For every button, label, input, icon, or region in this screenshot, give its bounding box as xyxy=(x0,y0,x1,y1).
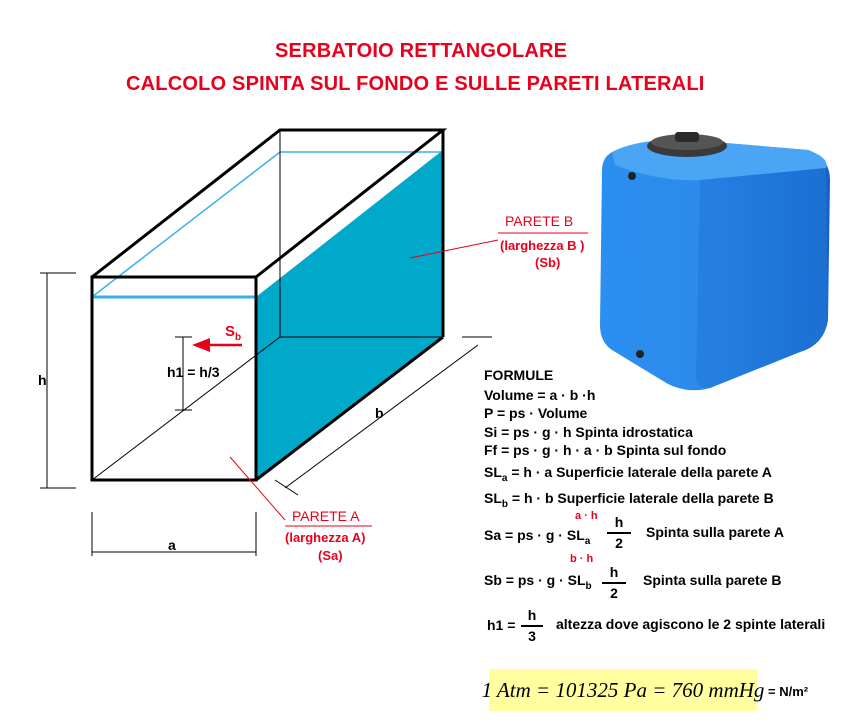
formula-sb-num: h xyxy=(609,564,619,580)
title-line-2: CALCOLO SPINTA SUL FONDO E SULLE PARETI LATERALI xyxy=(126,73,705,95)
formula-si: Si = ps · g · h Spinta idrostatica xyxy=(484,424,693,440)
parete-b-symbol: (Sb) xyxy=(535,255,561,270)
formula-peso: P = ps · Volume xyxy=(484,405,588,421)
formula-sla: $SL_a = h \cdot a$ Superficie laterale della parete A xyxy=(484,464,772,484)
label-h: h xyxy=(38,372,47,388)
formula-sa-over: a · h xyxy=(575,510,598,522)
label-b: b xyxy=(375,405,384,421)
formula-sb-bar xyxy=(602,582,626,584)
formula-sa-bar xyxy=(607,532,631,534)
formula-sa-desc: Spinta sulla parete A xyxy=(646,524,784,540)
parete-b-name: PARETE B xyxy=(505,213,574,229)
unit-note: = N/m² xyxy=(768,684,809,699)
title-line-1: SERBATOIO RETTANGOLARE xyxy=(275,40,568,62)
atm-equivalence: 1 Atm = 101325 Pa = 760 mmHg xyxy=(489,669,757,711)
formula-h1-num: h xyxy=(527,607,537,623)
formula-sb-desc: Spinta sulla parete B xyxy=(643,572,782,588)
formulas-heading: FORMULE xyxy=(484,367,554,383)
formula-sa: Sa = ps · $g \cdot SL_a$ xyxy=(484,527,591,547)
tank-photo xyxy=(600,132,830,390)
parete-b-width: (larghezza B ) xyxy=(500,238,585,253)
water-surface-back xyxy=(92,152,280,297)
formula-slb: $SL_b = h \cdot b$ Superficie laterale della parete B xyxy=(484,490,774,510)
formula-sa-num: h xyxy=(614,514,624,530)
label-a: a xyxy=(168,537,176,553)
water-side-face xyxy=(256,150,443,480)
formula-h1-desc: altezza dove agiscono le 2 spinte laterali xyxy=(556,616,826,632)
formula-h1-lhs: h1 = xyxy=(487,617,516,633)
formula-sb: Sb = ps · $g \cdot SL_b$ xyxy=(484,572,592,592)
label-h1: h1 = h/3 xyxy=(167,364,220,380)
label-sb: $S_b$ xyxy=(225,323,242,343)
back-diagonal-edge xyxy=(92,337,280,480)
parete-a-symbol: (Sa) xyxy=(318,548,343,563)
formula-h1-bar xyxy=(521,625,543,627)
parete-a-name: PARETE A xyxy=(292,508,360,524)
formula-sb-over: b · h xyxy=(570,553,594,565)
formula-sa-den: 2 xyxy=(615,535,623,551)
formula-sb-den: 2 xyxy=(610,585,618,601)
sb-arrow-head xyxy=(192,338,210,352)
formula-volume: Volume = a · b ·h xyxy=(484,387,596,403)
dim-b-tick-bottom xyxy=(275,480,298,495)
parete-a-width: (larghezza A) xyxy=(285,530,366,545)
formula-h1-den: 3 xyxy=(528,628,536,644)
formula-ff: Ff = ps · g · h · a · b Spinta sul fondo xyxy=(484,442,727,458)
